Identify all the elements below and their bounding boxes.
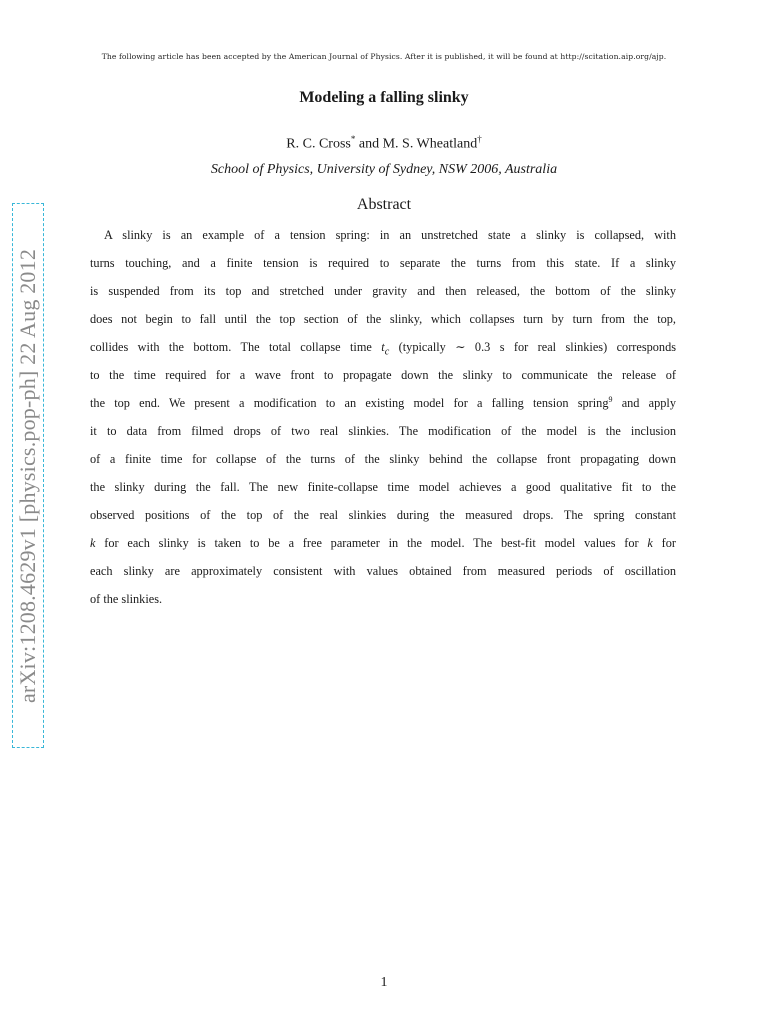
abstract-line: it to data from filmed drops of two real slinkies. The modification of the model is the inclusion — [90, 424, 676, 438]
abstract-line-text: collides with the bottom. The total collapse time — [90, 340, 372, 354]
abstract-line: A slinky is an example of a tension spring: in an unstretched state a slinky is collapsed, with — [104, 228, 676, 242]
abstract-line: does not begin to fall until the top section of the slinky, which collapses turn by turn from the top, — [90, 312, 676, 326]
abstract-line — [90, 389, 676, 417]
arxiv-stamp — [12, 203, 44, 748]
abstract-line — [90, 529, 676, 557]
abstract-line: of the slinkies. — [90, 592, 163, 606]
paper-title: Modeling a falling slinky — [299, 89, 469, 106]
abstract-line: is suspended from its top and stretched under gravity and then released, the bottom of the slinky — [90, 284, 676, 298]
author-1-mark: * — [350, 134, 356, 144]
abstract-line: turns touching, and a finite tension is required to separate the turns from this state. If a slinky — [90, 256, 676, 270]
abstract-line-text: for each slinky is taken to be a free parameter in the model. The best-fit model values for — [104, 536, 639, 550]
tc-symbol: t — [381, 340, 385, 354]
abstract-line-text: (typically ∼ 0.3 s for real slinkies) corresponds — [398, 340, 677, 354]
abstract-line-text: the top end. We present a modification to an existing model for a falling tension spring — [90, 396, 609, 410]
abstract-line-text: and apply — [621, 396, 676, 410]
k-symbol: k — [90, 536, 96, 550]
acceptance-notice: The following article has been accepted by the American Journal of Physics. After it is published, it will be found at http://scitation.aip.org/ajp. — [101, 52, 667, 61]
abstract-line — [90, 333, 676, 361]
abstract-line: each slinky are approximately consistent with values obtained from measured periods of oscillation — [90, 564, 676, 578]
abstract-heading: Abstract — [356, 196, 412, 213]
abstract-line: to the time required for a wave front to propagate down the slinky to communicate the release of — [90, 368, 676, 382]
author-1: R. C. Cross — [286, 136, 351, 152]
abstract-line: the slinky during the fall. The new finite-collapse time model achieves a good qualitative fit to the — [90, 480, 676, 494]
authors — [0, 134, 768, 153]
affiliation: School of Physics, University of Sydney, NSW 2006, Australia — [210, 162, 558, 177]
author-2-mark: † — [477, 134, 482, 144]
page-number: 1 — [380, 975, 388, 990]
author-conjunction: and — [358, 136, 380, 152]
arxiv-stamp-text: arXiv:1208.4629v1 [physics.pop-ph] 22 Aug 2012 — [15, 248, 40, 703]
author-2: M. S. Wheatland — [382, 136, 478, 152]
reference-mark: 9 — [608, 394, 613, 404]
tc-subscript: c — [384, 346, 390, 358]
abstract-line: of a finite time for collapse of the turns of the slinky behind the collapse front propagating down — [90, 452, 676, 466]
k-symbol: k — [647, 536, 653, 550]
abstract-line-text: for — [661, 536, 677, 550]
abstract-line: observed positions of the top of the real slinkies during the measured drops. The spring constant — [90, 508, 676, 522]
abstract-body — [90, 221, 676, 613]
